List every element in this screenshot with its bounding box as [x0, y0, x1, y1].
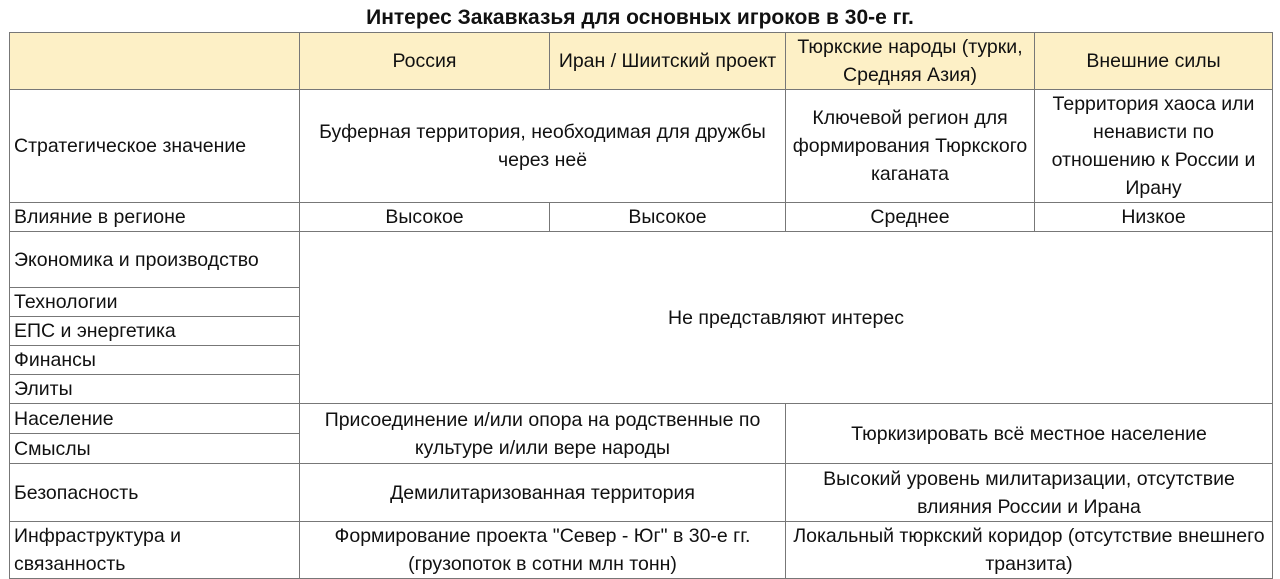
- cell-infrastructure-turkic-external: Локальный тюркский коридор (отсутствие внешнего транзита): [786, 522, 1273, 579]
- row-label-security: Безопасность: [10, 464, 300, 522]
- cell-strategic-external: Территория хаоса или ненависти по отношению к России и Ирану: [1035, 90, 1273, 203]
- table-row: [10, 232, 1273, 288]
- row-label-influence: Влияние в регионе: [10, 203, 300, 232]
- header-russia: Россия: [300, 33, 550, 90]
- row-label-finance: Финансы: [10, 346, 300, 375]
- row-label-economy: Экономика и производство: [10, 232, 300, 288]
- table-title: Интерес Закавказья для основных игроков в 30-е гг.: [366, 6, 914, 29]
- table-row: [10, 522, 1273, 579]
- interest-table: [9, 32, 1273, 579]
- cell-influence-iran: Высокое: [550, 203, 786, 232]
- cell-security-russia-iran: Демилитаризованная территория: [300, 464, 786, 522]
- cell-strategic-turkic: Ключевой регион для формирования Тюркского каганата: [786, 90, 1035, 203]
- row-label-energy: ЕПС и энергетика: [10, 317, 300, 346]
- cell-population-russia-iran: Присоединение и/или опора на родственные по культуре и/или вере народы: [300, 404, 786, 464]
- header-external: Внешние силы: [1035, 33, 1273, 90]
- table-row: [10, 404, 1273, 434]
- cell-influence-turkic: Среднее: [786, 203, 1035, 232]
- cell-population-turkic-external: Тюркизировать всё местное население: [786, 404, 1273, 464]
- header-iran: Иран / Шиитский проект: [550, 33, 786, 90]
- cell-infrastructure-russia-iran: Формирование проекта "Север - Юг" в 30-е гг. (грузопоток в сотни млн тонн): [300, 522, 786, 579]
- row-label-population: Население: [10, 404, 300, 434]
- row-label-strategic: Стратегическое значение: [10, 90, 300, 203]
- row-label-technology: Технологии: [10, 288, 300, 317]
- row-label-infrastructure: Инфраструктура и связанность: [10, 522, 300, 579]
- cell-no-interest: Не представляют интерес: [300, 232, 1273, 404]
- table-row: [10, 203, 1273, 232]
- cell-strategic-russia-iran: Буферная территория, необходимая для дружбы через неё: [300, 90, 786, 203]
- cell-security-turkic-external: Высокий уровень милитаризации, отсутствие влияния России и Ирана: [786, 464, 1273, 522]
- table-row: [10, 90, 1273, 203]
- table-row: [10, 464, 1273, 522]
- row-label-elites: Элиты: [10, 375, 300, 404]
- header-row: [10, 33, 1273, 90]
- row-label-meanings: Смыслы: [10, 434, 300, 464]
- cell-influence-russia: Высокое: [300, 203, 550, 232]
- header-turkic: Тюркские народы (турки, Средняя Азия): [786, 33, 1035, 90]
- header-empty-cell: [10, 33, 300, 90]
- cell-influence-external: Низкое: [1035, 203, 1273, 232]
